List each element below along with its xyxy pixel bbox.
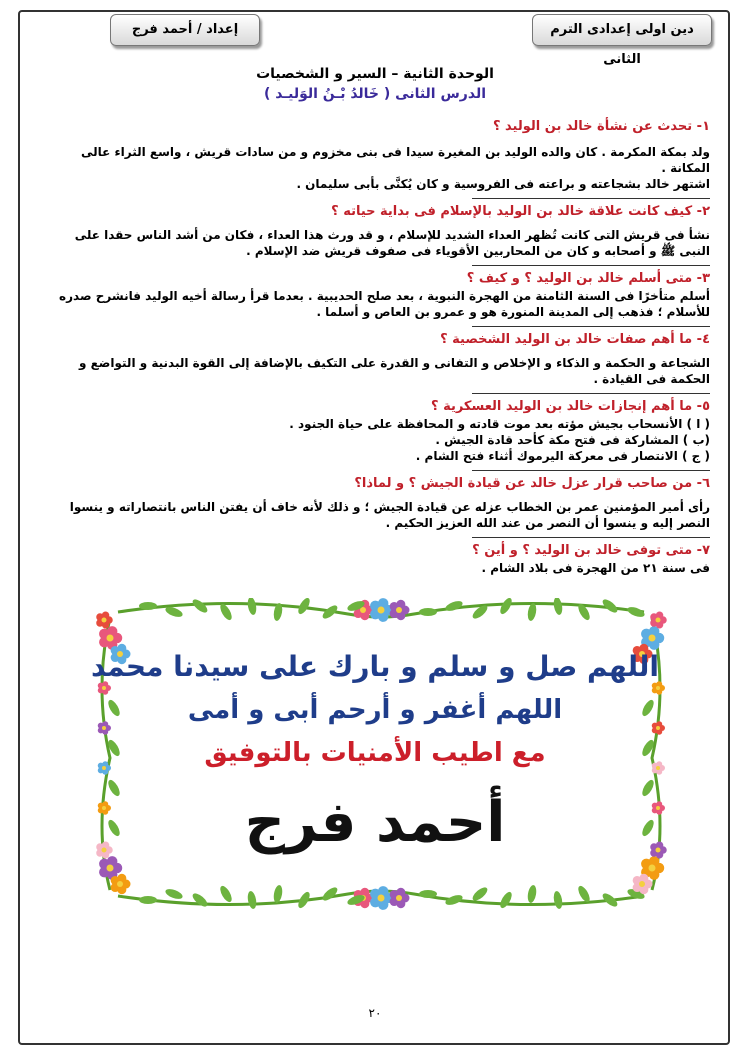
answer-line: ( ا ) الأنسحاب بجيش مؤته بعد موت قادته و المحافظة على حياة الجنود . (289, 417, 710, 431)
leaf-icon (552, 890, 563, 909)
leaf-icon (218, 602, 234, 622)
answer-line: ( ج ) الانتصار فى معركة اليرموك أثناء فتح الشام . (415, 449, 710, 463)
flower-icon (370, 886, 393, 910)
leaf-icon (498, 890, 514, 910)
answer-line: أسلم متأخرًا فى السنة الثامنة من الهجرة النبوية ، بعد صلح الحديبية . بعدما قرأ رسالة أخيه الوليد فانشرح صدره للأسلام ؛ فذهب إلى المدينة المنورة هو و عمرو بن العاص و أسلما . (59, 289, 710, 319)
leaf-icon (626, 605, 646, 619)
question-text: ٦- من صاحب قرار عزل خالد عن قيادة الجيش ؟ و لماذا؟ (354, 476, 710, 491)
page-titles (0, 66, 750, 102)
leaf-icon (552, 598, 563, 616)
divider (472, 198, 710, 199)
leaf-icon (444, 893, 464, 907)
question-block (42, 270, 710, 327)
question-block (42, 331, 710, 394)
leaf-icon (246, 598, 257, 616)
flower-icon (650, 611, 667, 628)
leaf-icon (164, 887, 184, 901)
answer-line: الشجاعة و الحكمة و الذكاء و الإخلاص و التفانى و القدرة على التكيف بالإضافة إلى القوة البدنية و التواضع و الحكمة فى القيادة . (78, 356, 710, 386)
answer-line: اشتهر خالد بشجاعته و براعته فى الفروسية و كان يُكنَّى بأبى سليمان . (296, 177, 710, 191)
leaf-icon (191, 891, 210, 909)
lesson-title: الدرس الثانى ( خَالدُ بْـنُ الوَليـد ) (263, 86, 487, 102)
question-text: ٢- كيف كانت علاقة خالد بن الوليد بالإسلام فى بداية حياته ؟ (331, 204, 710, 219)
author-label: إعداد / أحمد فرج (110, 14, 260, 46)
question-text: ٣- متى أسلم خالد بن الوليد ؟ و كيف ؟ (466, 271, 710, 286)
leaf-icon (419, 890, 437, 898)
leaf-icon (218, 884, 234, 904)
leaf-icon (272, 884, 283, 903)
question-text: ٤- ما أهم صفات خالد بن الوليد الشخصية ؟ (440, 332, 710, 347)
prayer-line-1: اللهم صل و سلم و بارك على سيدنا محمد (90, 650, 660, 683)
question-block (42, 398, 710, 471)
divider (472, 265, 710, 266)
answer-line: (ب ) المشاركة فى فتح مكة كأحد قادة الجيش . (435, 433, 710, 447)
leaf-icon (444, 599, 464, 613)
answer-line: نشأ فى قريش التى كانت تُظهر العداء الشديد للإسلام ، و قد ورث هذا العداء ، فكان من أشد الناس حقدا على النبى ﷺ و أصحابه و كان من المحاربين الأقوياء فى صفوف قريش ضد الإسلام . (74, 228, 710, 258)
leaf-icon (471, 885, 490, 903)
question-block (42, 475, 710, 538)
question-text: ١- تحدث عن نشأة خالد بن الوليد ؟ (492, 119, 710, 134)
leaf-icon (526, 602, 537, 621)
answer-line: رأى أمير المؤمنين عمر بن الخطاب عزله عن قيادة الجيش ؛ و ذلك لأنه خاف أن يفتن الناس بانتصاراته و ينسوا النصر إليه و ينسوا أن النصر من عند الله العزيز الحكيم . (69, 500, 710, 530)
prayer-line-2: اللهم أغفر و أرحم أبى و أمى (187, 695, 563, 725)
question-text: ٥- ما أهم إنجازات خالد بن الوليد العسكرية ؟ (431, 399, 710, 414)
flower-icon (96, 611, 113, 628)
divider (472, 470, 710, 471)
leaf-icon (191, 598, 210, 615)
author-signature: أحمد فرج (244, 790, 506, 855)
wishes-line: مع اطيب الأمنيات بالتوفيق (204, 738, 546, 768)
page-number: ٢٠ (368, 1006, 382, 1020)
leaf-icon (321, 885, 340, 903)
flower-icon (390, 888, 410, 908)
leaf-icon (139, 896, 157, 904)
question-block (42, 118, 710, 199)
divider (472, 326, 710, 327)
answer-line: ولد بمكة المكرمة . كان والده الوليد بن المغيرة سيدا فى بنى مخزوم و من سادات قريش ، واسع الثراء عالى المكانة . (80, 145, 710, 175)
flower-icon (111, 874, 131, 894)
leaf-icon (139, 602, 157, 610)
leaf-icon (498, 598, 514, 616)
questions-list (42, 118, 710, 576)
flower-icon (98, 681, 111, 695)
leaf-icon (419, 608, 437, 616)
question-block (42, 203, 710, 266)
answer-line: فى سنة ٢١ من الهجرة فى بلاد الشام . (481, 561, 710, 575)
subject-label: دين اولى إعدادى الترم الثانى (532, 14, 712, 46)
unit-title: الوحدة الثانية – السير و الشخصيات (256, 66, 494, 82)
divider (472, 393, 710, 394)
flower-icon (390, 600, 410, 620)
divider (472, 537, 710, 538)
leaf-icon (246, 890, 257, 909)
question-block (42, 542, 710, 576)
flower-icon (370, 598, 393, 622)
flower-icon (652, 681, 665, 695)
leaf-icon (526, 884, 537, 903)
question-text: ٧- متى توفى خالد بن الوليد ؟ و أين ؟ (472, 543, 710, 558)
